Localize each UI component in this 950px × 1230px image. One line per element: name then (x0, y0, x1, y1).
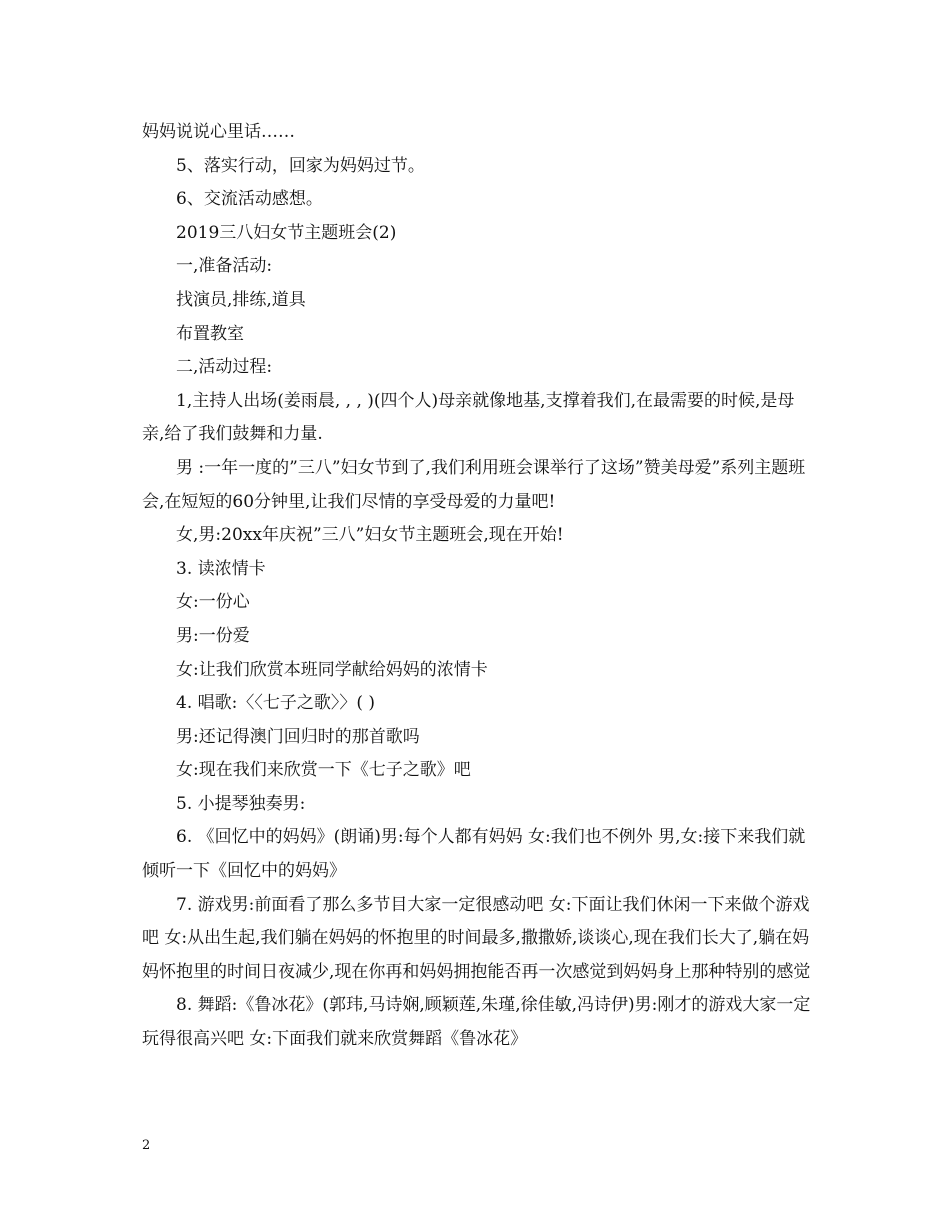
paragraph-15: 女:让我们欣赏本班同学献给妈妈的浓情卡 (176, 659, 488, 680)
paragraph-10: 男 :一年一度的”三八”妇女节到了,我们利用班会课举行了这场”赞美母爱”系列主题班会,在短短的60分钟里,让我们尽情的享受母爱的力量吧! (142, 457, 806, 512)
paragraph-5: 一,准备活动: (176, 256, 273, 277)
paragraph-6: 找演员,排练,道具 (176, 289, 306, 310)
paragraph-2: 5、落实行动，回家为妈妈过节。 (176, 155, 425, 176)
paragraph-13: 女:一份心 (176, 592, 250, 613)
section-heading: 2019三八妇女节主题班会(2) (176, 222, 397, 243)
paragraph-19: 5. 小提琴独奏男: (176, 793, 306, 814)
paragraph-17: 男:还记得澳门回归时的那首歌吗 (176, 726, 420, 747)
paragraph-22: 8. 舞蹈:《鲁冰花》(郭玮,马诗娴,顾颖莲,朱瑾,徐佳敏,冯诗伊)男:刚才的游戏大家一定玩得很高兴吧 女:下面我们就来欣赏舞蹈《鲁冰花》 (142, 995, 811, 1050)
paragraph-16: 4. 唱歌:〈〈七子之歌〉〉( ) (176, 693, 376, 714)
paragraph-18: 女:现在我们来欣赏一下《七子之歌》吧 (176, 760, 471, 781)
paragraph-7: 布置教室 (176, 323, 244, 344)
document-body (142, 116, 814, 1057)
paragraph-8: 二,活动过程: (176, 357, 273, 378)
paragraph-3: 6、交流活动感想。 (176, 189, 323, 210)
paragraph-9: 1,主持人出场(姜雨晨, , , )(四个人)母亲就像地基,支撑着我们,在最需要的时候,是母亲,给了我们鼓舞和力量. (142, 390, 795, 445)
paragraph-21: 7. 游戏男:前面看了那么多节目大家一定很感动吧 女:下面让我们休闲一下来做个游戏吧 女:从出生起,我们躺在妈妈的怀抱里的时间最多,撒撒娇,谈谈心,现在我们长大了,躺在妈妈怀抱里的时间日夜减少,现在你再和妈妈拥抱能否再一次感觉到妈妈身上那种特别的感觉 (142, 894, 811, 982)
paragraph-11: 女,男:20xx年庆祝”三八”妇女节主题班会,现在开始! (176, 525, 564, 546)
paragraph-1: 妈妈说说心里话…… (142, 122, 295, 142)
paragraph-14: 男:一份爱 (176, 625, 250, 646)
paragraph-12: 3. 读浓情卡 (176, 558, 266, 579)
paragraph-20: 6. 《回忆中的妈妈》(朗诵)男:每个人都有妈妈 女:我们也不例外 男,女:接下来我们就倾听一下《回忆中的妈妈》 (142, 827, 806, 882)
page-number: 2 (142, 1138, 151, 1153)
